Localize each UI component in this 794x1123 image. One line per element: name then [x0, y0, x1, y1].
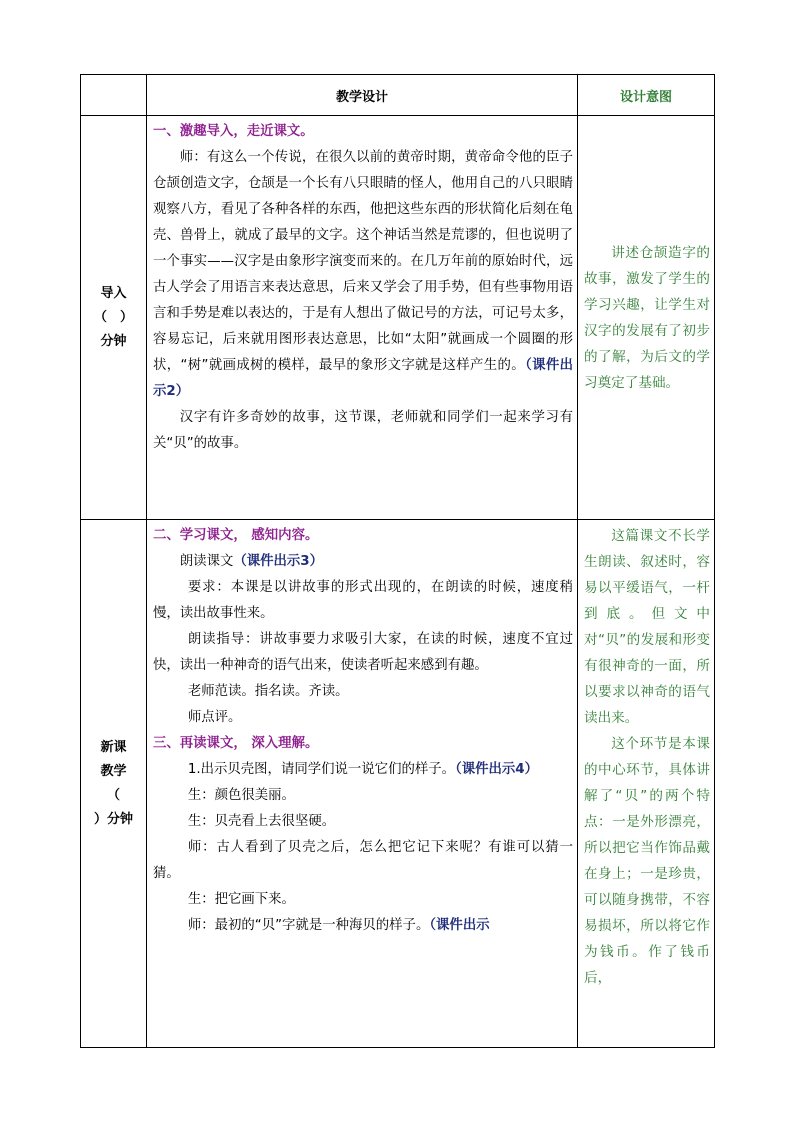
stage-new-line2: 教学 — [100, 763, 127, 779]
stage-new-lesson — [81, 520, 147, 1048]
courseware-note: （课件出示2） — [153, 358, 573, 399]
header-stage-cell — [81, 75, 147, 116]
read-aloud-line: 朗读课文（课件出示3） — [179, 554, 324, 569]
purpose-core: 这个环节是本课的中心环节，具体讲解了“贝”的两个特点：一是外形漂亮，所以把它当作饰品戴在身上；一是珍贵，可以随身携带，不容易损坏，所以将它作为钱币。作了钱币后， — [584, 736, 710, 986]
teacher-question: 师：古人看到了贝壳之后，怎么把它记下来呢？有谁可以猜一猜。 — [153, 840, 573, 881]
new-lesson-content — [147, 520, 578, 1048]
model-reading: 老师范读。指名读。齐读。 — [187, 684, 349, 699]
header-purpose: 设计意图 — [578, 75, 715, 116]
teacher-explanation: 师：最初的“贝”字就是一种海贝的样子。（课件出示 — [187, 918, 490, 933]
purpose-intro: 讲述仓颉造字的故事，激发了学生的学习兴趣，让学生对汉字的发展有了初步的了解，为后文的学习奠定了基础。 — [578, 116, 715, 520]
intro-row — [81, 116, 715, 520]
stage-new-line4: ）分钟 — [93, 811, 133, 827]
stage-intro-line2: （ ） — [93, 309, 133, 325]
intro-story-paragraph: 师：有这么一个传说，在很久以前的黄帝时期，黄帝命令他的臣子仓颉创造文字，仓颉是一个长有八只眼睛的怪人，他用自己的八只眼睛观察八方，看见了各种各样的东西，他把这些东西的形状简化后刻在龟壳、兽骨上，就成了最早的文字。这个神话当然是荒谬的，但也说明了一个事实——汉字是由象形字演变而来的。在几万年前的原始时代，远古人学会了用语言来表达意思，后来又学会了用手势，但有些事物用语言和手势是难以表达的，于是有人想出了做记号的方法，可记号太多，容易忘记，后来就用图形表达意思，比如“太阳”就画成一个圆圈的形状，“树”就画成树的模样，最早的象形文字就是这样产生的。（课件出示2） — [153, 150, 573, 399]
new-lesson-row — [81, 520, 715, 1048]
purpose-reading: 这篇课文不长学生朗读、叙述时，容易以平缓语气，一杆到底。但文中对“贝”的发展和形变有很神奇的一面，所以要求以神奇的语气读出来。 — [584, 528, 710, 726]
intro-transition-paragraph: 汉字有许多奇妙的故事，这节课，老师就和同学们一起来学习有关“贝”的故事。 — [153, 410, 573, 451]
student-answer-3: 生：把它画下来。 — [187, 892, 295, 907]
stage-new-line1: 新课 — [100, 739, 127, 755]
stage-intro — [81, 116, 147, 520]
stage-intro-line1: 导入 — [100, 285, 127, 301]
courseware-note: （课件出示3） — [233, 554, 324, 569]
student-answer-2: 生：贝壳看上去很坚硬。 — [187, 814, 336, 829]
intro-content — [147, 116, 578, 520]
stage-intro-line3: 分钟 — [100, 333, 127, 349]
question-shell: 1.出示贝壳图，请同学们说一说它们的样子。（课件出示4） — [187, 762, 538, 777]
stage-new-line3: （ — [106, 787, 120, 803]
lesson-plan-table — [80, 74, 715, 1048]
courseware-note: （课件出示 — [429, 918, 490, 933]
section-heading-1: 一、激趣导入，走近课文。 — [153, 124, 314, 139]
teacher-comment: 师点评。 — [187, 710, 242, 725]
reading-requirement: 要求：本课是以讲故事的形式出现的，在朗读的时候，速度稍慢，读出故事性来。 — [153, 580, 573, 621]
header-design: 教学设计 — [147, 75, 578, 116]
header-row — [81, 75, 715, 116]
purpose-new-lesson — [578, 520, 715, 1048]
reading-guide: 朗读指导：讲故事要力求吸引大家，在读的时候，速度不宜过快，读出一种神奇的语气出来，使读者听起来感到有趣。 — [153, 632, 573, 673]
section-heading-2: 二、学习课文， 感知内容。 — [153, 528, 319, 543]
section-heading-3: 三、再读课文， 深入理解。 — [153, 736, 319, 751]
courseware-note: （课件出示4） — [455, 762, 538, 777]
student-answer-1: 生：颜色很美丽。 — [187, 788, 295, 803]
